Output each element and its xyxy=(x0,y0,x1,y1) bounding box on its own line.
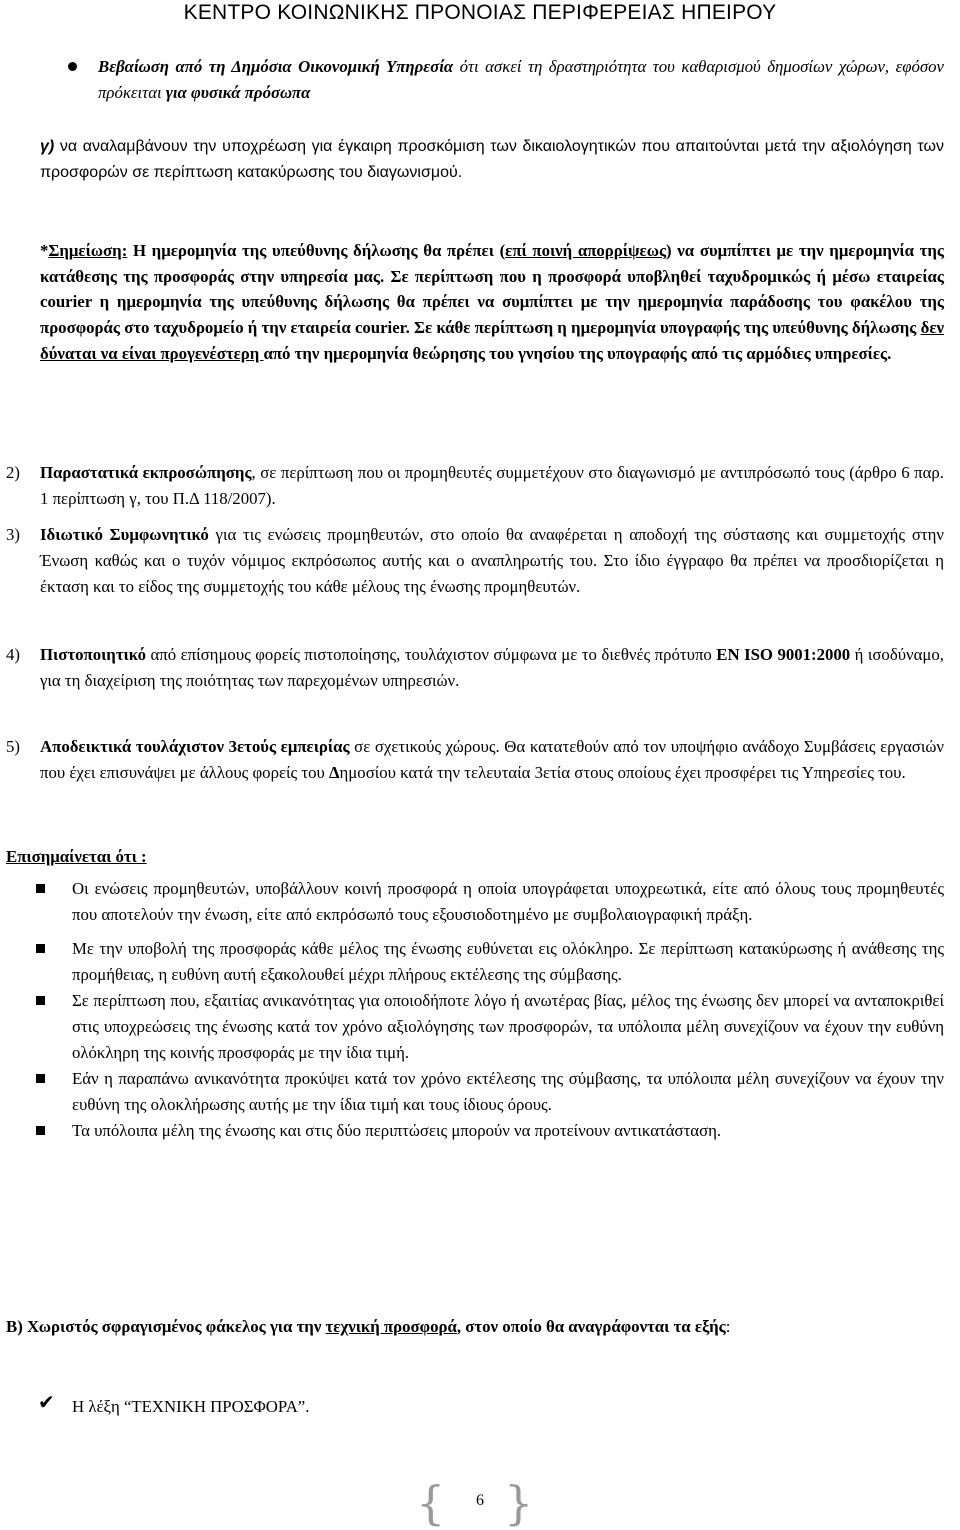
note-paragraph xyxy=(40,238,944,367)
square-bullet-icon xyxy=(36,884,45,893)
note-text-1: Η ημερομηνία της υπεύθυνης δήλωσης θα πρέπει ( xyxy=(127,241,506,260)
item-text-2: ή ισοδύναμο, για τη διαχείριση της ποιότητας των παρεχομένων υπηρεσιών. xyxy=(40,645,945,690)
notice-item: Τα υπόλοιπα μέλη της ένωσης και στις δύο περιπτώσεις μπορούν να προτείνουν αντικατάσταση. xyxy=(72,1118,944,1144)
section-b-underline: τεχνική προσφορά xyxy=(325,1317,457,1336)
bullet-bold-2: για φυσικά πρόσωπα xyxy=(165,83,311,102)
item-text: για τις ενώσεις προμηθευτών, στο οποίο θα αναφέρεται η αποδοχή της σύστασης και συμμετοχής στην Ένωση καθώς και ο τυχόν νόμιμος εκπρόσωπος αυτής και ο αναπληρωτής του. Στο ίδιο έγγραφο θα πρέπει να προσδιορίζεται η έκταση και το είδος της συμμετοχής του κάθε μέλους της ένωσης προμηθευτών. xyxy=(40,525,944,596)
notice-item: Με την υποβολή της προσφοράς κάθε μέλος της ένωσης ευθύνεται εις ολόκληρο. Σε περίπτωση κατακύρωσης ή ανάθεσης της προμήθειας, η ευθύνη αυτή εξακολουθεί μέχρι πλήρους εκτέλεσης της σύμβασης. xyxy=(72,936,944,988)
page-number: 6 xyxy=(476,1492,484,1509)
notice-item: Οι ενώσεις προμηθευτών, υποβάλλουν κοινή προσφορά η οποία υπογράφεται υποχρεωτικά, είτε από όλους τους προμηθευτές που αποτελούν την ένωση, είτε από εκπρόσωπό τους εξουσιοδοτημένο με συμβολαιογραφική πράξη. xyxy=(72,876,944,928)
square-bullet-icon xyxy=(36,996,45,1005)
notice-item: Σε περίπτωση που, εξαιτίας ανικανότητας για οποιοδήποτε λόγο ή ανωτέρας βίας, μέλος της ένωσης δεν μπορεί να ανταποκριθεί στις υποχρεώσεις της ένωσης κατά τον χρόνο αξιολόγησης των προσφορών, τα υπόλοιπα μέλη συνεχίζουν να έχουν την ευθύνη ολόκληρη της κοινής προσφοράς με την ίδια τιμή. xyxy=(72,988,944,1066)
item-bold-2: Δ xyxy=(329,763,340,782)
check-item: Η λέξη “ΤΕΧΝΙΚΗ ΠΡΟΣΦΟΡΑ”. xyxy=(72,1397,310,1416)
item-number: 2) xyxy=(6,463,20,482)
item-number: 5) xyxy=(6,737,20,756)
checkmark-icon: ✔ xyxy=(38,1392,55,1414)
item-bold: Ιδιωτικό Συμφωνητικό xyxy=(40,525,209,544)
note-text-3: από την ημερομηνία θεώρησης του γνησίου της υπογραφής από τις αρμόδιες υπηρεσίες. xyxy=(263,343,892,363)
paragraph-g-label: γ) xyxy=(40,138,55,155)
item-text: , σε περίπτωση που οι προμηθευτές συμμετέχουν στο διαγωνισμό με αντιπρόσωπό τους (άρθρο 6 παρ. 1 περίπτωση γ, του Π.Δ 118/2007). xyxy=(40,463,944,508)
page-header: ΚΕΝΤΡΟ ΚΟΙΝΩΝΙΚΗΣ ΠΡΟΝΟΙΑΣ ΠΕΡΙΦΕΡΕΙΑΣ ΗΠΕΙΡΟΥ xyxy=(183,1,777,24)
note-underline-1: επί ποινή απορρίψεως xyxy=(505,241,667,260)
item-bold-2: EN ISO 9001:2000 xyxy=(716,645,851,664)
notice-heading: Επισημαίνεται ότι : xyxy=(6,847,147,866)
bullet-dot xyxy=(68,62,77,71)
section-b-heading: Β) Χωριστός σφραγισμένος φάκελος για την τεχνική προσφορά, στον οποίο θα αναγράφονται τα εξής: xyxy=(6,1317,731,1336)
item-bold: Αποδεικτικά τουλάχιστον 3ετούς εμπειρίας xyxy=(40,737,350,756)
note-underline-2: δεν δύναται να είναι προγενέστερη xyxy=(40,318,944,363)
item-number: 4) xyxy=(6,645,20,664)
note-star: * xyxy=(40,241,49,260)
note-text-2: ) να συμπίπτει με την ημερομηνία της κατάθεσης της προσφοράς στην υπηρεσία μας. Σε περίπτωση που η προσφορά υποβληθεί ταχυδρομικώς ή μέσω εταιρείας courier η ημερομηνία της υπεύθυνης δήλωσης θα πρέπει να συμπίπτει με την ημερομηνία παράδοσης του φακέλου της προσφοράς στο ταχυδρομείο ή την εταιρεία courier. Σε κάθε περίπτωση η ημερομηνία υπογραφής της υπεύθυνης δήλωσης xyxy=(40,241,945,338)
notice-list xyxy=(0,876,944,1144)
paragraph-g xyxy=(40,134,944,186)
right-brace-icon: } xyxy=(504,1476,534,1530)
numbered-item-4 xyxy=(6,642,944,694)
numbered-item-3 xyxy=(6,522,944,600)
item-bold: Παραστατικά εκπροσώπησης xyxy=(40,463,252,482)
bullet-text: ότι ασκεί τη δραστηριότητα του καθαρισμού δημοσίων χώρων, εφόσον πρόκειται xyxy=(98,57,944,102)
item-text: σε σχετικούς χώρους. Θα κατατεθούν από τον υποψήφιο ανάδοχο Συμβάσεις εργασιών που έχει επισυνάψει με άλλους φορείς του xyxy=(40,737,944,782)
notice-item: Εάν η παραπάνω ανικανότητα προκύψει κατά τον χρόνο εκτέλεσης της σύμβασης, τα υπόλοιπα μέλη συνεχίζουν να έχουν την ευθύνη της ολοκλήρωσης αυτής με την ίδια τιμή και τους ίδιους όρους. xyxy=(72,1066,944,1118)
item-number: 3) xyxy=(6,525,20,544)
item-bold: Πιστοποιητικό xyxy=(40,645,146,664)
bullet-bold-1: Βεβαίωση από τη Δημόσια Οικονομική Υπηρεσία xyxy=(98,57,454,76)
square-bullet-icon xyxy=(36,1126,45,1135)
square-bullet-icon xyxy=(36,944,45,953)
bullet-paragraph xyxy=(98,54,944,106)
numbered-item-5 xyxy=(6,734,944,786)
paragraph-g-text: να αναλαμβάνουν την υποχρέωση για έγκαιρη προσκόμιση των δικαιολογητικών που απαιτούνται μετά την αξιολόγηση των προσφορών σε περίπτωση κατακύρωσης του διαγωνισμού. xyxy=(40,138,944,181)
left-brace-icon: { xyxy=(416,1476,446,1530)
item-text-2: ημοσίου κατά την τελευταία 3ετία στους οποίους έχει προσφέρει τις Υπηρεσίες του. xyxy=(339,763,906,782)
note-label: Σημείωση: xyxy=(48,241,128,260)
numbered-item-2 xyxy=(6,460,944,512)
square-bullet-icon xyxy=(36,1074,45,1083)
item-text: από επίσημους φορείς πιστοποίησης, τουλάχιστον σύμφωνα με το διεθνές πρότυπο xyxy=(146,645,717,664)
page-footer xyxy=(0,1478,960,1528)
